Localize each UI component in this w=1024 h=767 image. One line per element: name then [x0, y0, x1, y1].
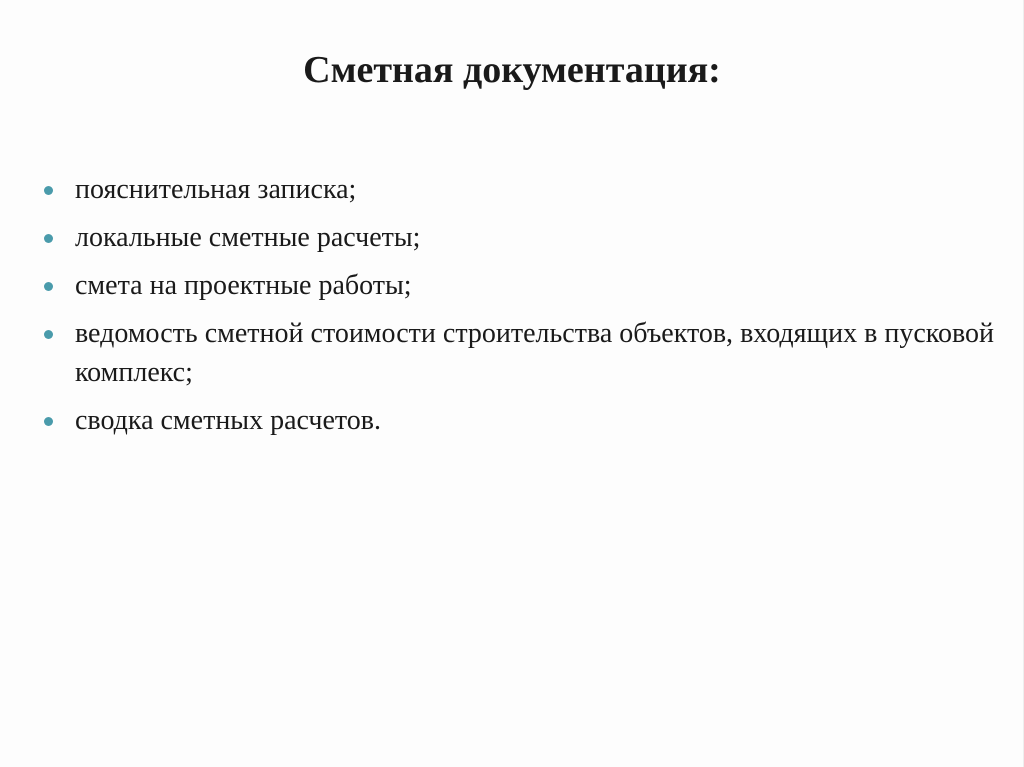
list-item-text: сводка сметных расчетов.	[75, 405, 382, 436]
bullet-dot-icon	[44, 330, 53, 339]
list-item-text: смета на проектные работы;	[75, 270, 412, 301]
list-item	[44, 218, 994, 257]
list-item	[44, 266, 994, 305]
bullet-dot-icon	[44, 186, 53, 195]
bullet-dot-icon	[44, 417, 53, 426]
list-item-text: пояснительная записка;	[75, 174, 357, 205]
list-item	[44, 314, 994, 392]
list-item	[44, 170, 994, 209]
list-item-text: локальные сметные расчеты;	[75, 222, 421, 253]
bullet-dot-icon	[44, 234, 53, 243]
list-item-text: ведомость сметной стоимости строительства объектов, входящих в пусковой комплекс;	[75, 318, 994, 388]
slide-title: Сметная документация:	[303, 49, 721, 91]
bullet-list	[44, 170, 994, 449]
list-item	[44, 401, 994, 440]
bullet-dot-icon	[44, 282, 53, 291]
